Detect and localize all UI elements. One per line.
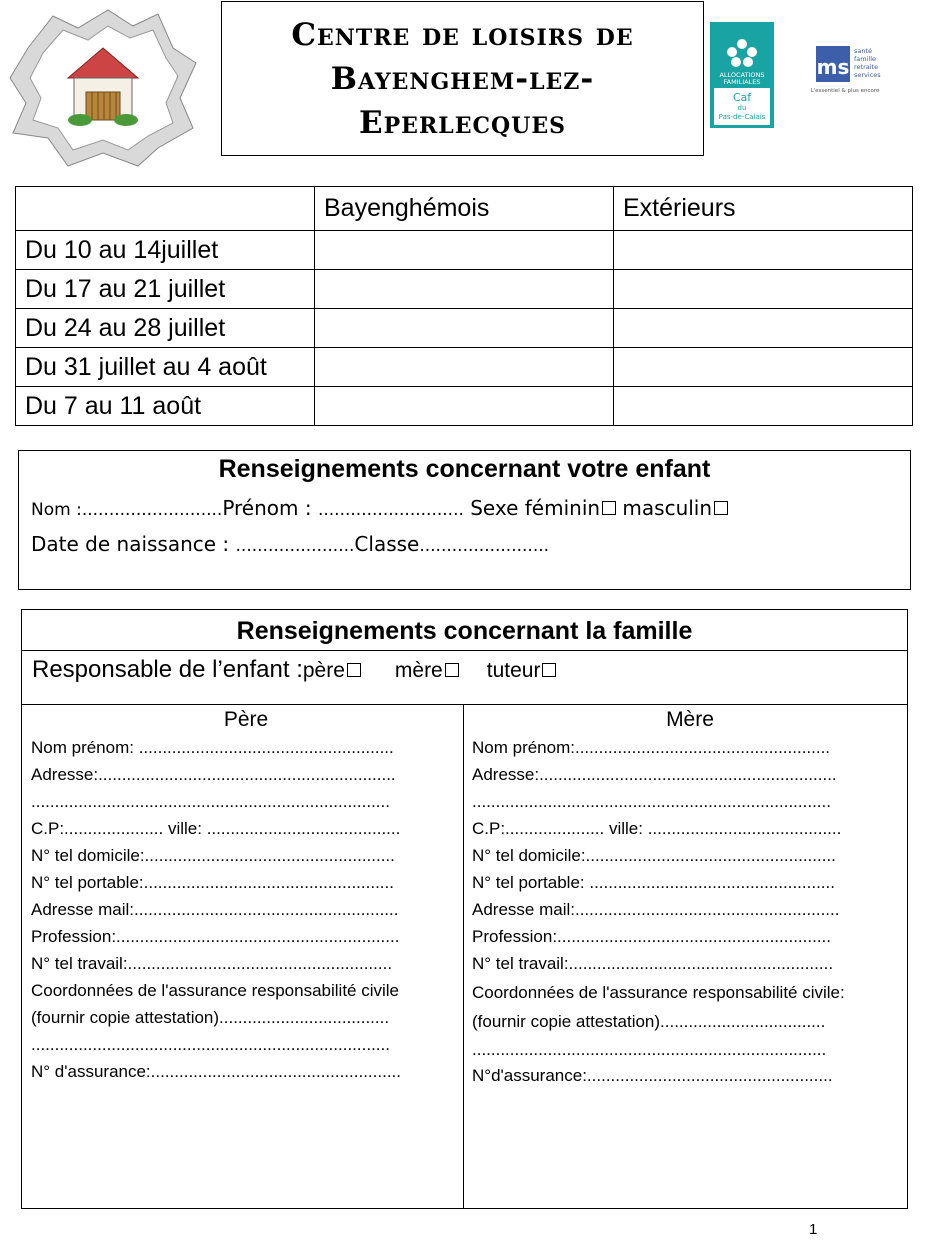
mere-field[interactable]: ............................................................................ (472, 792, 831, 811)
child-line-2 (31, 532, 549, 556)
table-header-row (16, 187, 913, 231)
family-heading: Renseignements concernant la famille (22, 610, 907, 651)
pere-field[interactable]: Adresse:............................................................... (31, 765, 396, 784)
week-cell-bayenghemois[interactable] (315, 270, 614, 309)
mere-field: Coordonnées de l'assurance responsabilité civile: (472, 983, 845, 1002)
mere-column (472, 704, 908, 1089)
nom-label: Nom : (31, 500, 82, 520)
pere-heading: Père (223, 708, 269, 731)
centre-logo (8, 8, 198, 168)
pere-field[interactable]: N° tel portable:..................................................... (31, 873, 394, 892)
week-cell-bayenghemois[interactable] (315, 387, 614, 426)
option-tuteur-label: tuteur (486, 659, 541, 682)
pere-field[interactable]: Profession:............................................................ (31, 927, 400, 946)
table-row (16, 309, 913, 348)
title-line-1: Centre de loisirs de (291, 16, 634, 53)
mere-field[interactable]: N°d'assurance:.................................................... (472, 1066, 833, 1085)
msa-tagline: L'essentiel & plus encore (810, 88, 880, 94)
mere-field[interactable]: (fournir copie attestation)................................... (472, 1012, 826, 1031)
pere-field[interactable]: (fournir copie attestation).................................... (31, 1008, 390, 1027)
mere-field[interactable]: Nom prénom:...................................................... (472, 738, 831, 757)
pere-field[interactable]: N° tel domicile:..................................................... (31, 846, 395, 865)
column-divider (463, 704, 464, 1208)
mere-field[interactable]: ........................................................................... (472, 1040, 827, 1059)
pere-field[interactable]: N° tel travail:........................................................ (31, 954, 393, 973)
pere-field[interactable]: Nom prénom: ...................................................... (31, 738, 394, 757)
caf-logo (710, 22, 774, 128)
child-heading: Renseignements concernant votre enfant (218, 455, 711, 483)
mere-field[interactable]: Adresse:............................................................... (472, 765, 837, 784)
mere-field[interactable]: N° tel portable: .................................................... (472, 873, 835, 892)
pere-field[interactable]: ............................................................................ (31, 1035, 390, 1054)
svg-text:ms: ms (816, 55, 850, 79)
pere-field[interactable]: ............................................................................ (31, 792, 390, 811)
family-info-box (21, 609, 908, 1209)
title-box (221, 1, 704, 156)
msa-text-2: famille (854, 55, 877, 63)
date-field[interactable]: ...................... (235, 536, 355, 556)
caf-text-1: ALLOCATIONS (719, 71, 765, 79)
header-cell-bayenghemois: Bayenghémois (315, 187, 614, 231)
pere-checkbox[interactable] (347, 663, 361, 677)
caf-text-5: Pas-de-Calais (718, 113, 766, 121)
mere-checkbox[interactable] (445, 663, 459, 677)
nom-field[interactable]: .......................... (81, 500, 223, 520)
responsable-row (22, 650, 907, 705)
msa-text-3: retraite (854, 63, 879, 71)
masculin-label: masculin (616, 496, 713, 520)
pere-field: Coordonnées de l'assurance responsabilité civile (31, 981, 400, 1000)
week-cell-exterieurs[interactable] (614, 348, 913, 387)
prenom-field[interactable]: ........................... (317, 500, 464, 520)
sexe-feminin-label: Sexe féminin (463, 496, 601, 520)
feminin-checkbox[interactable] (602, 501, 616, 515)
classe-label: Classe (354, 532, 420, 556)
mere-field[interactable]: Profession:.......................................................... (472, 927, 831, 946)
week-cell-exterieurs[interactable] (614, 309, 913, 348)
week-label: Du 24 au 28 juillet (16, 309, 315, 348)
child-line-1 (31, 496, 728, 520)
prenom-label: Prénom : (222, 496, 318, 520)
responsable-label: Responsable de l’enfant : (32, 656, 303, 683)
msa-logo (790, 44, 900, 96)
week-label: Du 7 au 11 août (16, 387, 315, 426)
classe-field[interactable]: ........................ (419, 536, 550, 556)
week-label: Du 31 juillet au 4 août (16, 348, 315, 387)
page-number: 1 (809, 1221, 818, 1238)
child-info-box (18, 450, 911, 590)
tuteur-checkbox[interactable] (542, 663, 556, 677)
week-cell-bayenghemois[interactable] (315, 348, 614, 387)
option-mere-label: mère (394, 659, 443, 682)
header-cell-empty (16, 187, 315, 231)
week-cell-exterieurs[interactable] (614, 270, 913, 309)
masculin-checkbox[interactable] (714, 501, 728, 515)
week-label: Du 17 au 21 juillet (16, 270, 315, 309)
table-row (16, 387, 913, 426)
pere-column (31, 704, 461, 1085)
caf-text-4: du (737, 104, 747, 112)
msa-text-1: santé (854, 47, 873, 55)
caf-text-2: FAMILIALES (723, 78, 761, 86)
week-cell-bayenghemois[interactable] (315, 309, 614, 348)
title-line-3: Eperlecques (359, 104, 566, 141)
table-row (16, 270, 913, 309)
week-cell-exterieurs[interactable] (614, 231, 913, 270)
msa-text-4: services (854, 71, 881, 79)
title-line-2: Bayenghem-lez- (330, 60, 595, 97)
mere-field[interactable]: N° tel domicile:..................................................... (472, 846, 836, 865)
mere-heading: Mère (666, 708, 714, 731)
table-row (16, 231, 913, 270)
mere-field[interactable]: C.P:..................... ville: ......................................... (472, 819, 842, 838)
mere-field[interactable]: N° tel travail:........................................................ (472, 954, 834, 973)
table-row (16, 348, 913, 387)
week-cell-exterieurs[interactable] (614, 387, 913, 426)
date-label: Date de naissance : (31, 532, 236, 556)
week-cell-bayenghemois[interactable] (315, 231, 614, 270)
weeks-table (15, 186, 913, 426)
header-cell-exterieurs: Extérieurs (614, 187, 913, 231)
caf-text-3: Caf (732, 91, 752, 104)
mere-field[interactable]: Adresse mail:........................................................ (472, 900, 840, 919)
pere-field[interactable]: C.P:..................... ville: ......................................... (31, 819, 401, 838)
option-pere-label: père (302, 659, 345, 682)
pere-field[interactable]: Adresse mail:........................................................ (31, 900, 399, 919)
pere-field[interactable]: N° d'assurance:..................................................... (31, 1062, 401, 1081)
week-label: Du 10 au 14juillet (16, 231, 315, 270)
